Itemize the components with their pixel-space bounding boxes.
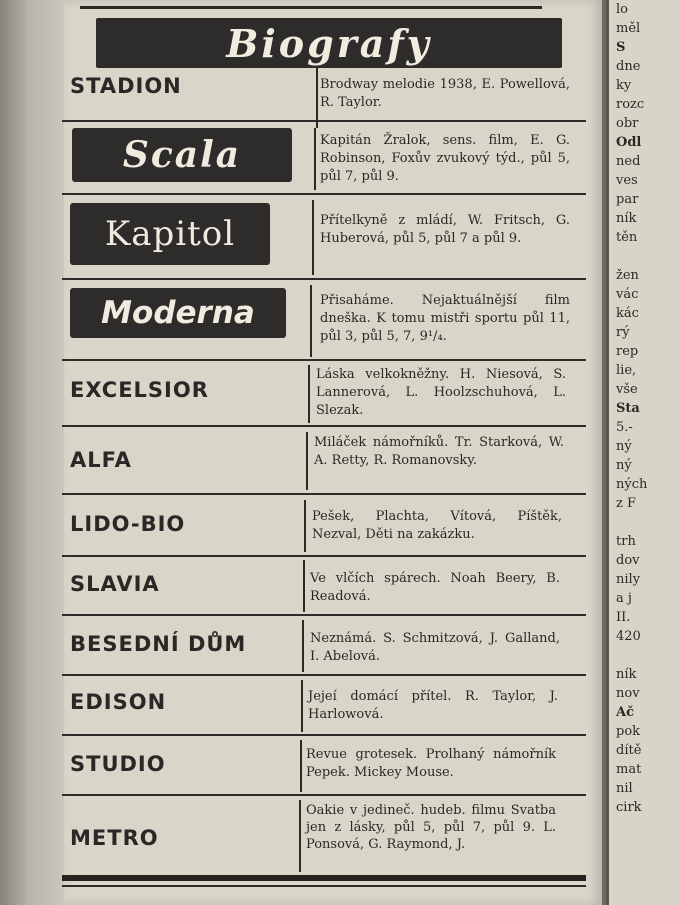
column-separator bbox=[304, 500, 306, 552]
adjacent-text-fragment: pok bbox=[616, 724, 641, 739]
cinema-program-lido-bio: Pešek, Plachta, Vítová, Píštěk, Nezval, Děti na zakázku. bbox=[312, 509, 562, 542]
adjacent-text-fragment: nil bbox=[616, 781, 633, 796]
bottom-rule-thin bbox=[62, 885, 586, 887]
column-separator bbox=[301, 680, 303, 732]
cinema-program-stadion: Brodway melodie 1938, E. Powellová, R. Taylor. bbox=[320, 77, 570, 110]
adjacent-text-fragment: Odl bbox=[616, 135, 642, 150]
row-divider bbox=[62, 614, 586, 616]
adjacent-text-fragment: ky bbox=[616, 78, 632, 93]
adjacent-text-fragment: kác bbox=[616, 306, 639, 321]
cinema-name-lido-bio: LIDO-BIO bbox=[70, 512, 186, 536]
cinema-logo-kapitol bbox=[70, 203, 270, 265]
adjacent-text-fragment: žen bbox=[616, 268, 639, 283]
adjacent-text-fragment: ves bbox=[616, 173, 638, 188]
column-separator bbox=[303, 560, 305, 612]
cinema-program-excelsior: Láska velkokněžny. H. Niesová, S. Lannerová, L. Hoolzschuhová, L. Slezak. bbox=[316, 367, 566, 418]
adjacent-text-fragment: a j bbox=[616, 591, 632, 606]
cinema-logo-moderna bbox=[70, 288, 286, 338]
cinema-name-excelsior: EXCELSIOR bbox=[70, 378, 209, 402]
column-separator bbox=[312, 200, 314, 275]
cinema-program-metro: Oakie v jedineč. hudeb. filmu Svatba jen z lásky, půl 5, půl 7, půl 9. L. Ponsová, G. Raymond, J. bbox=[306, 803, 556, 852]
cinema-name-moderna: Moderna bbox=[101, 295, 255, 331]
adjacent-text-fragment: dne bbox=[616, 59, 641, 74]
adjacent-text-fragment: dítě bbox=[616, 743, 642, 758]
cinema-program-besedni-dum: Neznámá. S. Schmitzová, J. Galland, I. Abelová. bbox=[310, 631, 560, 664]
cinema-name-metro: METRO bbox=[70, 826, 159, 850]
cinema-program-edison: Jejeí domácí přítel. R. Taylor, J. Harlowová. bbox=[308, 689, 558, 722]
row-divider bbox=[62, 359, 586, 361]
adjacent-text-fragment: ný bbox=[616, 458, 632, 473]
bottom-rule bbox=[62, 875, 586, 881]
left-page-margin bbox=[0, 0, 72, 905]
adjacent-text-fragment: obr bbox=[616, 116, 639, 131]
column-separator bbox=[306, 432, 308, 490]
adjacent-text-fragment: mat bbox=[616, 762, 642, 777]
adjacent-text-fragment: z F bbox=[616, 496, 637, 511]
adjacent-page bbox=[606, 0, 679, 905]
row-divider bbox=[62, 555, 586, 557]
row-divider bbox=[62, 193, 586, 195]
adjacent-text-fragment: Ač bbox=[616, 705, 635, 720]
cinema-program-studio: Revue grotesek. Prolhaný námořník Pepek. Mickey Mouse. bbox=[306, 747, 556, 780]
adjacent-text-fragment: dov bbox=[616, 553, 640, 568]
row-divider bbox=[62, 734, 586, 736]
cinema-name-edison: EDISON bbox=[70, 690, 167, 714]
adjacent-text-fragment bbox=[609, 247, 679, 266]
section-title: Biografy bbox=[226, 20, 432, 66]
row-divider bbox=[62, 120, 586, 122]
adjacent-text-fragment: rý bbox=[616, 325, 630, 340]
adjacent-text-fragment: cirk bbox=[616, 800, 642, 815]
cinema-program-moderna: Přisaháme. Nejaktuálnější film dneška. K tomu mistři sportu půl 11, půl 3, půl 5, 7, 9¹/₄. bbox=[320, 293, 570, 344]
top-rule bbox=[80, 6, 542, 9]
adjacent-text-fragment: S bbox=[616, 40, 626, 55]
adjacent-text-fragment: těn bbox=[616, 230, 638, 245]
adjacent-text-fragment: trh bbox=[616, 534, 636, 549]
adjacent-text-fragment: rep bbox=[616, 344, 639, 359]
adjacent-text-fragment bbox=[609, 646, 679, 665]
row-divider bbox=[62, 674, 586, 676]
adjacent-text-fragment: par bbox=[616, 192, 639, 207]
adjacent-text-fragment bbox=[609, 513, 679, 532]
column-separator bbox=[299, 800, 301, 872]
adjacent-text-fragment: ník bbox=[616, 211, 637, 226]
adjacent-text-fragment: nily bbox=[616, 572, 641, 587]
column-separator bbox=[300, 740, 302, 792]
column-separator bbox=[310, 285, 312, 357]
cinema-name-besedni-dum: BESEDNÍ DŮM bbox=[70, 632, 247, 656]
cinema-program-scala: Kapitán Žralok, sens. film, E. G. Robinson, Foxův zvukový týd., půl 5, půl 7, půl 9. bbox=[320, 133, 570, 184]
cinema-name-scala: Scala bbox=[122, 134, 242, 176]
adjacent-text-fragment: nov bbox=[616, 686, 640, 701]
cinema-name-alfa: ALFA bbox=[70, 448, 132, 472]
cinema-program-slavia: Ve vlčích spárech. Noah Beery, B. Readová. bbox=[310, 571, 560, 604]
cinema-name-studio: STUDIO bbox=[70, 752, 166, 776]
cinema-logo-scala bbox=[72, 128, 292, 182]
row-divider bbox=[62, 794, 586, 796]
adjacent-text-fragment: II. bbox=[616, 610, 631, 625]
column-separator bbox=[302, 620, 304, 672]
adjacent-text-fragment: Sta bbox=[616, 401, 640, 416]
row-divider bbox=[62, 493, 586, 495]
adjacent-text-fragment: lie, bbox=[616, 363, 637, 378]
row-divider bbox=[62, 425, 586, 427]
cinema-program-kapitol: Přítelkyně z mládí, W. Fritsch, G. Huberová, půl 5, půl 7 a půl 9. bbox=[320, 213, 570, 246]
row-divider bbox=[62, 278, 586, 280]
section-header-banner bbox=[96, 18, 562, 68]
cinema-name-kapitol: Kapitol bbox=[104, 214, 236, 254]
adjacent-text-fragment: vše bbox=[616, 382, 638, 397]
adjacent-text-fragment: ník bbox=[616, 667, 637, 682]
column-separator bbox=[314, 128, 316, 190]
adjacent-text-fragment: 5.- bbox=[616, 420, 633, 435]
cinema-program-alfa: Miláček námořníků. Tr. Starková, W. A. Retty, R. Romanovsky. bbox=[314, 435, 564, 468]
adjacent-text-fragment: ned bbox=[616, 154, 641, 169]
adjacent-text-fragment: ných bbox=[616, 477, 648, 492]
column-separator bbox=[308, 365, 310, 423]
adjacent-text-fragment: ný bbox=[616, 439, 632, 454]
adjacent-text-fragment: 420 bbox=[616, 629, 641, 644]
adjacent-text-fragment: měl bbox=[616, 21, 641, 36]
cinema-name-slavia: SLAVIA bbox=[70, 572, 160, 596]
adjacent-text-fragment: lo bbox=[616, 2, 628, 17]
adjacent-text-fragment: rozc bbox=[616, 97, 645, 112]
cinema-name-stadion: STADION bbox=[70, 74, 182, 98]
adjacent-text-fragment: vác bbox=[616, 287, 639, 302]
adjacent-page-text bbox=[609, 0, 679, 817]
column-separator bbox=[316, 68, 318, 128]
